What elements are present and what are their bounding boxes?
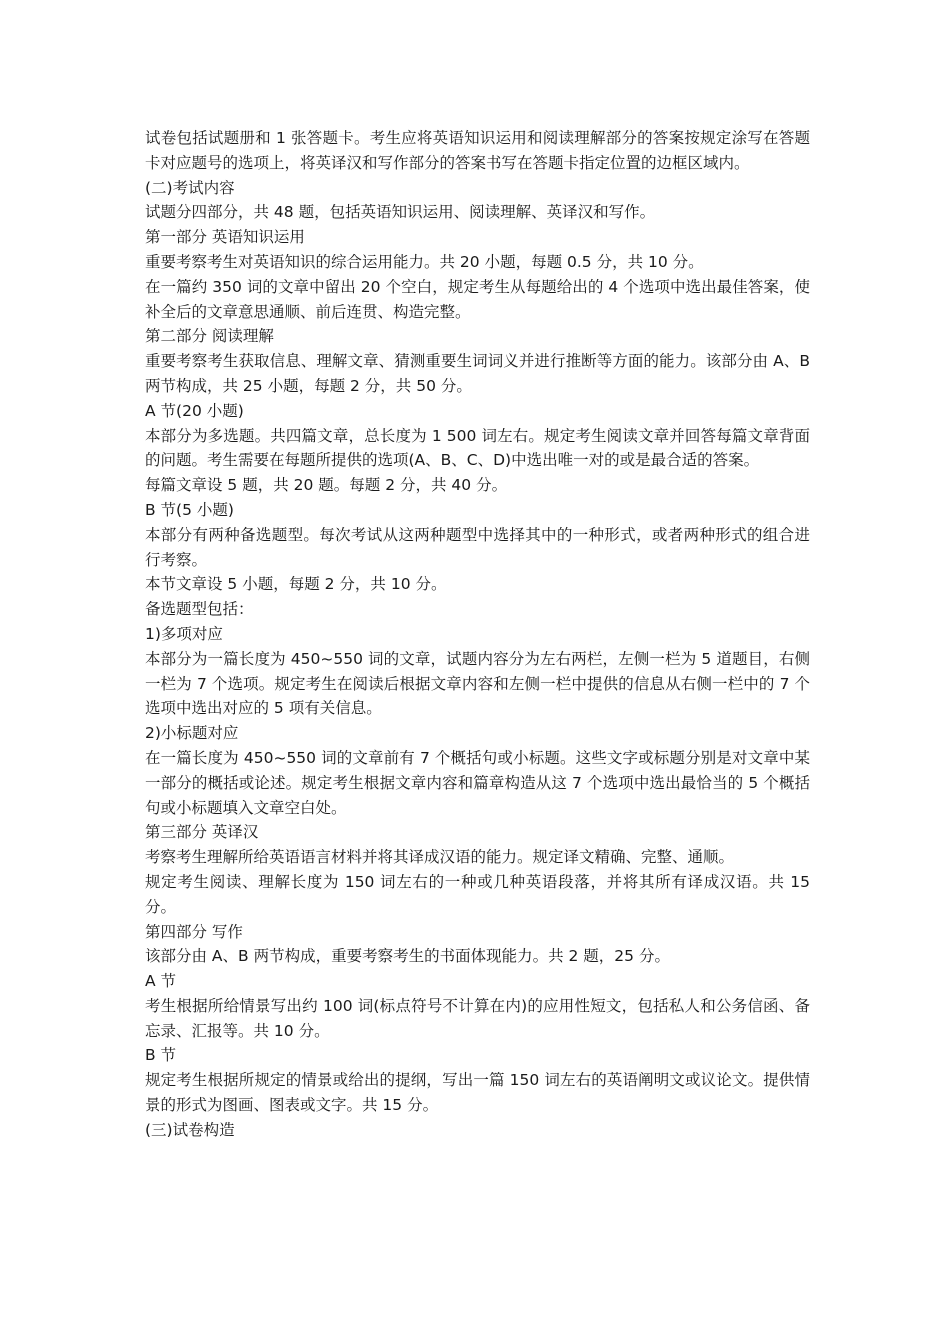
paragraph: 本节文章设 5 小题，每题 2 分，共 10 分。 [145, 575, 447, 594]
section-heading: (三)试卷构造 [145, 1120, 235, 1139]
list-heading: 2)小标题对应 [145, 724, 239, 743]
paragraph: 试题分四部分，共 48 题，包括英语知识运用、阅读理解、英译汉和写作。 [145, 203, 656, 222]
paragraph: 本部分为多选题。共四篇文章，总长度为 1 500 词左右。规定考生阅读文章并回答每篇文章背面的问题。考生需要在每题所提供的选项(A、B、C、D)中选出唯一对的或是最合适的答案。 [145, 426, 810, 470]
part-heading: 第三部分 英译汉 [145, 823, 259, 842]
document-body [145, 126, 810, 1143]
paragraph: 本部分有两种备选题型。每次考试从这两种题型中选择其中的一种形式，或者两种形式的组合进行考察。 [145, 525, 810, 569]
section-heading: (二)考试内容 [145, 178, 235, 197]
paragraph: 重要考察考生对英语知识的综合运用能力。共 20 小题，每题 0.5 分，共 10 分。 [145, 252, 704, 271]
part-heading: 第四部分 写作 [145, 922, 243, 941]
paragraph: 规定考生根据所规定的情景或给出的提纲，写出一篇 150 词左右的英语阐明文或议论文。提供情景的形式为图画、图表或文字。共 15 分。 [145, 1071, 810, 1115]
paragraph: 规定考生阅读、理解长度为 150 词左右的一种或几种英语段落，并将其所有译成汉语。共 15 分。 [145, 872, 810, 916]
paragraph: 每篇文章设 5 题，共 20 题。每题 2 分，共 40 分。 [145, 476, 508, 495]
list-heading: 1)多项对应 [145, 624, 223, 643]
part-heading: 第一部分 英语知识运用 [145, 228, 305, 247]
subsection-heading: B 节(5 小题) [145, 500, 234, 519]
paragraph: 在一篇约 350 词的文章中留出 20 个空白，规定考生从每题给出的 4 个选项中选出最佳答案，使补全后的文章意思通顺、前后连贯、构造完整。 [145, 277, 810, 321]
paragraph: 该部分由 A、B 两节构成，重要考察考生的书面体现能力。共 2 题，25 分。 [145, 947, 670, 966]
subsection-heading: A 节 [145, 972, 177, 991]
paragraph: 考察考生理解所给英语语言材料并将其译成汉语的能力。规定译文精确、完整、通顺。 [145, 848, 735, 867]
subsection-heading: B 节 [145, 1046, 177, 1065]
paragraph: 考生根据所给情景写出约 100 词(标点符号不计算在内)的应用性短文，包括私人和公务信函、备忘录、汇报等。共 10 分。 [145, 996, 810, 1040]
subsection-heading: A 节(20 小题) [145, 401, 244, 420]
paragraph: 在一篇长度为 450~550 词的文章前有 7 个概括句或小标题。这些文字或标题分别是对文章中某一部分的概括或论述。规定考生根据文章内容和篇章构造从这 7 个选项中选出最恰当的 5 个概括句或小标题填入文章空白处。 [145, 748, 810, 817]
paragraph: 备选题型包括： [145, 600, 254, 619]
paragraph: 本部分为一篇长度为 450~550 词的文章，试题内容分为左右两栏，左侧一栏为 5 道题目，右侧一栏为 7 个选项。规定考生在阅读后根据文章内容和左侧一栏中提供的信息从右侧一栏中的 7 个选项中选出对应的 5 项有关信息。 [145, 649, 810, 718]
paragraph: 重要考察考生获取信息、理解文章、猜测重要生词词义并进行推断等方面的能力。该部分由 A、B 两节构成，共 25 小题，每题 2 分，共 50 分。 [145, 352, 810, 395]
paragraph: 试卷包括试题册和 1 张答题卡。考生应将英语知识运用和阅读理解部分的答案按规定涂写在答题卡对应题号的选项上，将英译汉和写作部分的答案书写在答题卡指定位置的边框区域内。 [145, 129, 810, 172]
part-heading: 第二部分 阅读理解 [145, 327, 274, 346]
